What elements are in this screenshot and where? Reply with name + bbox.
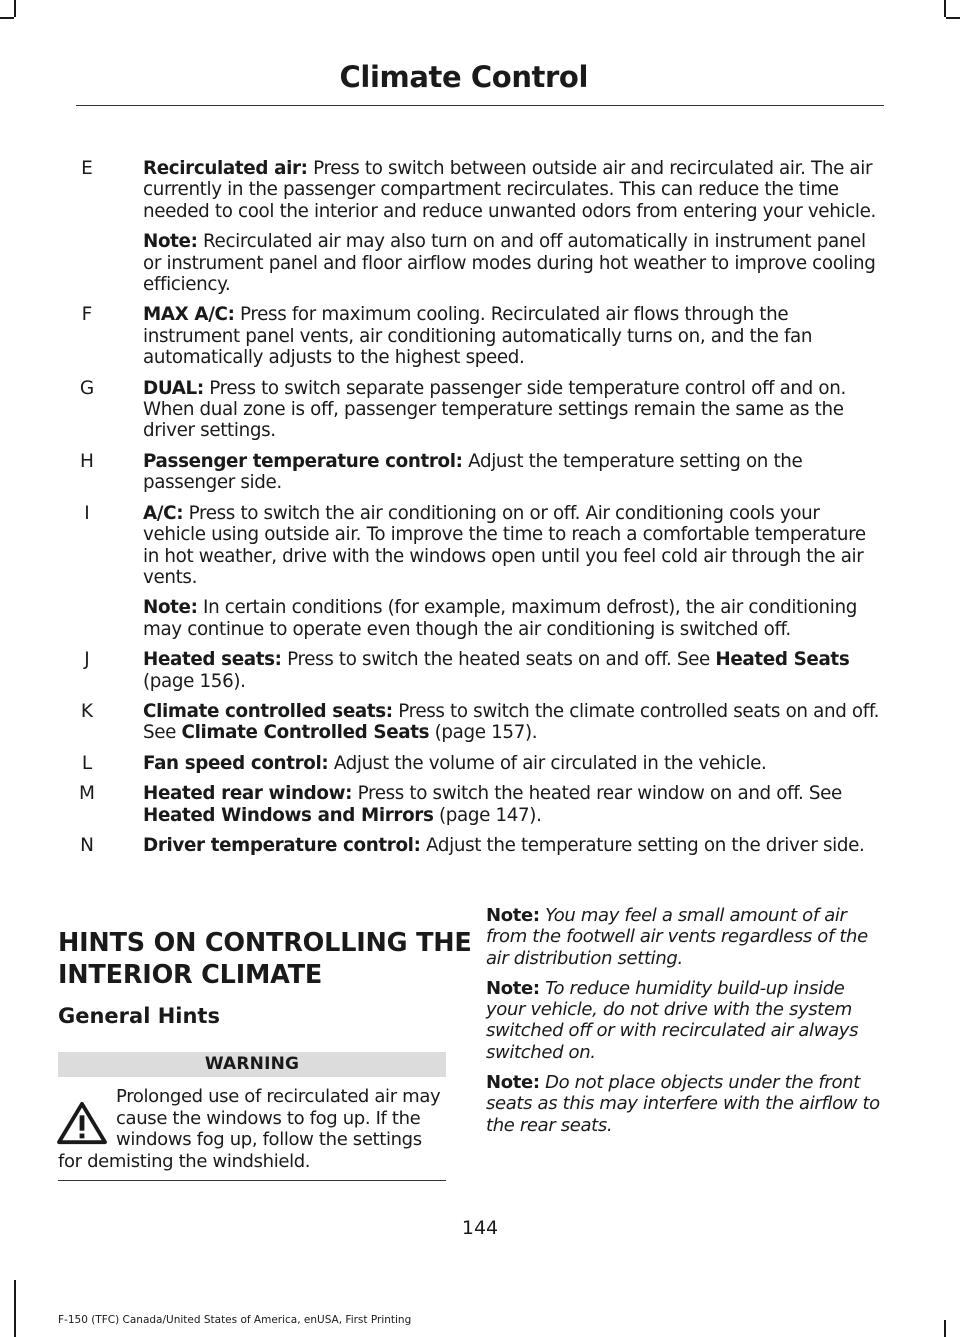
item-text: Press for maximum cooling. Recirculated air flows through the instrument panel vents, air conditioning automatically turns on, and the fan automatically adjusts to the highest speed. bbox=[143, 304, 813, 369]
item-text: Adjust the temperature setting on the passenger side. bbox=[143, 450, 803, 494]
item-label: Recirculated air: bbox=[143, 158, 308, 179]
item-paragraph bbox=[143, 649, 886, 692]
item-body bbox=[143, 451, 886, 494]
footer-text: F-150 (TFC) Canada/United States of America, enUSA, First Printing bbox=[58, 1314, 412, 1326]
page-reference: (page 156). bbox=[143, 670, 246, 692]
item-text: Recirculated air may also turn on and off automatically in instrument panel or instrument panel and floor airflow modes during hot weather to improve cooling efficiency. bbox=[143, 231, 876, 296]
item-label: Climate controlled seats: bbox=[143, 700, 393, 722]
item-label: MAX A/C: bbox=[143, 304, 235, 326]
list-item bbox=[70, 835, 886, 856]
item-letter: N bbox=[80, 834, 94, 856]
item-body bbox=[143, 783, 886, 826]
note-paragraph bbox=[486, 978, 882, 1063]
control-items-list bbox=[70, 158, 886, 865]
item-text: Press to switch the heated seats on and off. See bbox=[281, 649, 716, 671]
item-text: Adjust the temperature setting on the driver side. bbox=[420, 834, 865, 856]
item-text: Press to switch the air conditioning on or off. Air conditioning cools your vehicle using outside air. To improve the time to reach a comfortable temperature in hot weather, drive with the windows open until you feel cold air through the air vents. bbox=[143, 502, 866, 588]
list-item bbox=[70, 753, 886, 774]
item-label: Heated seats: bbox=[143, 649, 282, 671]
crop-mark bbox=[0, 17, 14, 19]
crop-mark bbox=[946, 17, 960, 19]
item-paragraph bbox=[143, 701, 886, 744]
note-text: Do not place objects under the front seats as this may interfere with the airflow to the rear seats. bbox=[486, 1072, 880, 1136]
item-body bbox=[143, 753, 886, 774]
cross-reference-link[interactable]: Climate Controlled Seats bbox=[181, 722, 430, 744]
note-paragraph bbox=[486, 905, 882, 969]
item-letter: E bbox=[81, 158, 93, 179]
item-paragraph bbox=[143, 378, 886, 442]
list-item bbox=[70, 503, 886, 640]
subheading: General Hints bbox=[58, 1004, 220, 1028]
list-item bbox=[70, 783, 886, 826]
item-text: Press to switch between outside air and recirculated air. The air currently in the passenger compartment recirculates. This can reduce the time needed to cool the interior and reduce unwanted odors from entering your vehicle. bbox=[143, 158, 876, 222]
note-label: Note: bbox=[486, 977, 540, 999]
item-body bbox=[143, 649, 886, 692]
crop-mark bbox=[944, 1320, 946, 1337]
cross-reference-link[interactable]: Heated Windows and Mirrors bbox=[143, 804, 434, 826]
header-rule bbox=[76, 105, 884, 106]
item-paragraph bbox=[143, 753, 886, 774]
note-label: Note: bbox=[486, 1072, 540, 1094]
warning-label: WARNING bbox=[58, 1052, 446, 1077]
item-paragraph bbox=[143, 451, 886, 494]
item-paragraph bbox=[143, 835, 886, 856]
item-label: Fan speed control: bbox=[143, 752, 329, 774]
list-item bbox=[70, 158, 886, 295]
item-text: Press to switch the heated rear window on and off. See bbox=[352, 783, 842, 805]
warning-box bbox=[58, 1086, 446, 1172]
item-letter: J bbox=[84, 649, 90, 671]
item-paragraph bbox=[143, 503, 886, 589]
cross-reference-link[interactable]: Heated Seats bbox=[715, 649, 850, 671]
note-label: Note: bbox=[486, 905, 540, 926]
item-body bbox=[143, 158, 886, 295]
warning-triangle-icon bbox=[54, 1100, 110, 1146]
page-reference: (page 157). bbox=[429, 722, 538, 744]
item-body bbox=[143, 835, 886, 856]
crop-mark bbox=[14, 1280, 16, 1337]
list-item bbox=[70, 451, 886, 494]
page-reference: (page 147). bbox=[433, 804, 542, 826]
item-label: Passenger temperature control: bbox=[143, 450, 463, 472]
item-letter: K bbox=[80, 700, 94, 722]
item-paragraph bbox=[143, 231, 886, 295]
item-text: Press to switch separate passenger side temperature control off and on. When dual zone is off, passenger temperature settings remain the same as the driver settings. bbox=[143, 377, 846, 442]
list-item bbox=[70, 304, 886, 368]
section-heading-line-2: INTERIOR CLIMATE bbox=[58, 960, 323, 990]
item-text: In certain conditions (for example, maximum defrost), the air conditioning may continue to operate even though the air conditioning is switched off. bbox=[143, 597, 857, 640]
item-body bbox=[143, 304, 886, 368]
item-letter: F bbox=[81, 304, 93, 326]
item-label: Note: bbox=[143, 231, 198, 253]
item-paragraph bbox=[143, 304, 886, 368]
note-paragraph bbox=[486, 1072, 882, 1136]
hints-left-column bbox=[58, 927, 472, 1181]
item-paragraph bbox=[143, 158, 886, 222]
hints-right-column bbox=[486, 905, 882, 1145]
item-letter: G bbox=[79, 377, 95, 399]
crop-mark bbox=[14, 0, 16, 17]
item-text: Adjust the volume of air circulated in the vehicle. bbox=[328, 752, 767, 774]
warning-rule bbox=[58, 1180, 446, 1181]
item-letter: L bbox=[81, 752, 93, 774]
warning-text: Prolonged use of recirculated air may cause the windows to fog up. If the windows fog up, follow the settings for demisting the windshield. bbox=[58, 1086, 441, 1172]
page-number: 144 bbox=[461, 1217, 499, 1239]
page-title: Climate Control bbox=[339, 60, 588, 94]
item-paragraph bbox=[143, 783, 886, 826]
item-body bbox=[143, 503, 886, 640]
item-letter: H bbox=[80, 450, 94, 472]
list-item bbox=[70, 701, 886, 744]
item-text: Press to switch the climate controlled seats on and off. See bbox=[143, 700, 880, 744]
list-item bbox=[70, 378, 886, 442]
item-label: DUAL: bbox=[143, 377, 204, 399]
note-text: You may feel a small amount of air from the footwell air vents regardless of the air distribution setting. bbox=[486, 905, 868, 969]
item-label: Note: bbox=[143, 597, 198, 619]
item-label: A/C: bbox=[143, 502, 184, 524]
crop-mark bbox=[944, 0, 946, 17]
section-heading-line-1: HINTS ON CONTROLLING THE bbox=[58, 928, 472, 958]
item-letter: I bbox=[84, 502, 90, 524]
item-body bbox=[143, 701, 886, 744]
item-body bbox=[143, 378, 886, 442]
list-item bbox=[70, 649, 886, 692]
note-text: To reduce humidity build-up inside your vehicle, do not drive with the system switched off or with recirculated air always switched on. bbox=[486, 977, 859, 1063]
item-letter: M bbox=[79, 783, 95, 805]
item-label: Heated rear window: bbox=[143, 783, 353, 805]
item-label: Driver temperature control: bbox=[143, 834, 421, 856]
item-paragraph bbox=[143, 597, 886, 640]
